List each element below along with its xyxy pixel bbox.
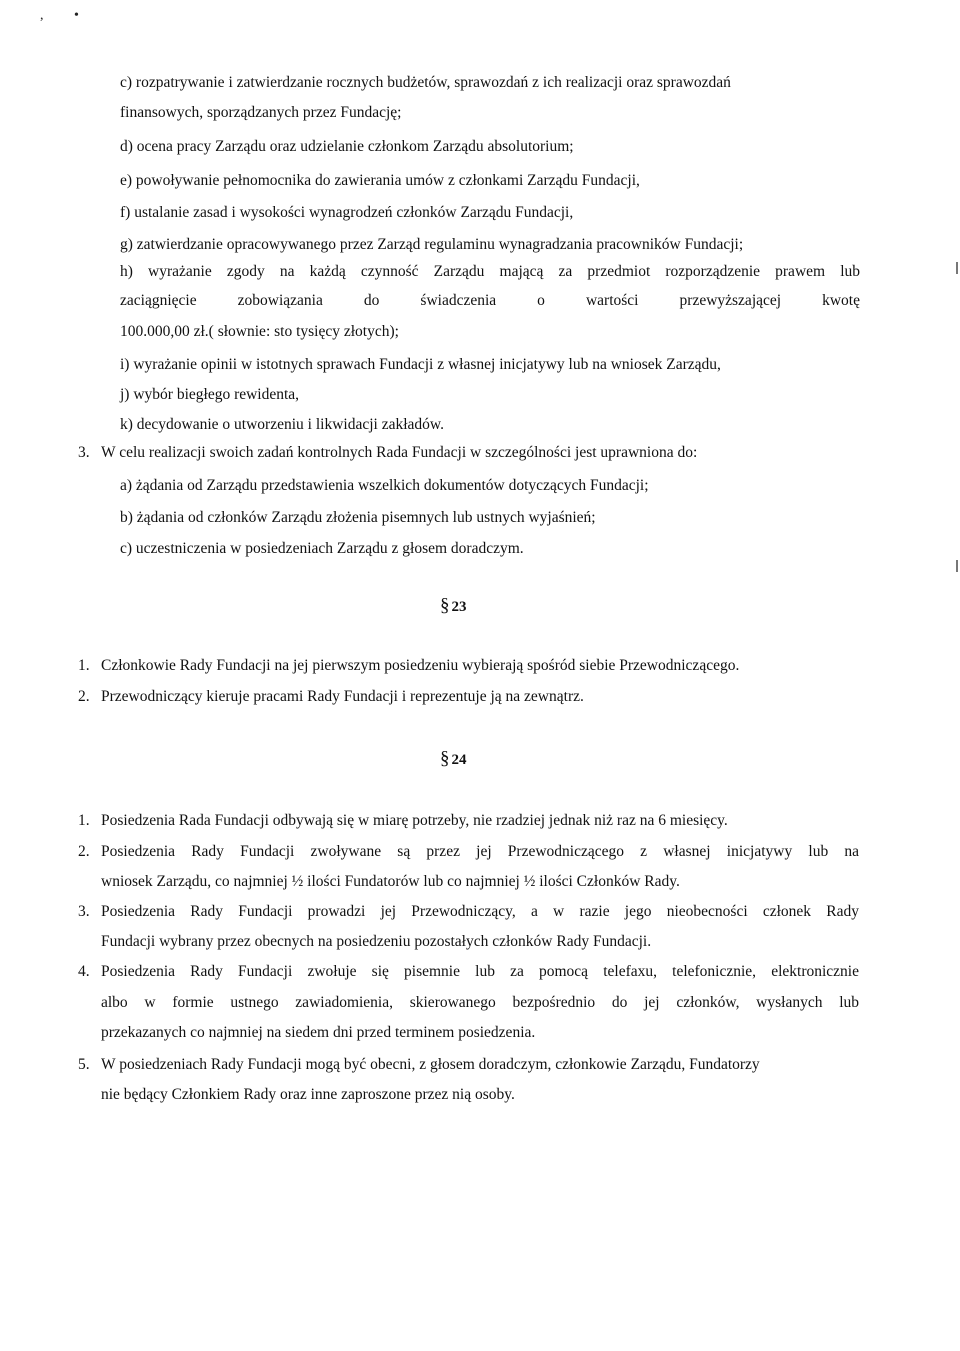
section-number: 24 [451, 752, 467, 768]
s24-point-4-line-2: albo w formie ustnego zawiadomienia, skierowanego bezpośrednio do jej członków, wysłanych lub [101, 994, 859, 1011]
s24-point-5-line-2: nie będący Członkiem Rady oraz inne zaproszone przez nią osoby. [101, 1086, 515, 1103]
point-3-item-c: c) uczestniczenia w posiedzeniach Zarządu z głosem doradczym. [120, 540, 524, 557]
s23-point-2-text: Przewodniczący kieruje pracami Rady Fundacji i reprezentuje ją na zewnątrz. [101, 688, 584, 705]
item-c-cont: finansowych, sporządzanych przez Fundację; [120, 104, 402, 121]
s24-point-4-line-1: Posiedzenia Rady Fundacji zwołuje się pisemnie lub za pomocą telefaxu, telefonicznie, elektronicznie [101, 963, 859, 980]
item-c: c) rozpatrywanie i zatwierdzanie rocznych budżetów, sprawozdań z ich realizacji oraz sprawozdań [120, 74, 731, 91]
s24-point-4-line-3: przekazanych co najmniej na siedem dni przed terminem posiedzenia. [101, 1024, 536, 1041]
scan-edge-mark [956, 560, 958, 572]
s24-point-3-line-2: Fundacji wybrany przez obecnych na posiedzeniu pozostałych członków Rady Fundacji. [101, 933, 652, 950]
section-24-heading [440, 749, 467, 770]
item-k: k) decydowanie o utworzeniu i likwidacji zakładów. [120, 416, 444, 433]
item-f: f) ustalanie zasad i wysokości wynagrodzeń członków Zarządu Fundacji, [120, 204, 574, 221]
s24-point-2-line-1: Posiedzenia Rady Fundacji zwoływane są przez jej Przewodniczącego z własnej inicjatywy lub na [101, 843, 859, 860]
s24-point-4-number: 4. [78, 963, 90, 980]
s24-point-3-number: 3. [78, 903, 90, 920]
s23-point-1-text: Członkowie Rady Fundacji na jej pierwszym posiedzeniu wybierają spośród siebie Przewodniczącego. [101, 657, 740, 674]
s23-point-2-number: 2. [78, 688, 90, 705]
section-23-heading [440, 596, 467, 617]
point-3-item-a: a) żądania od Zarządu przedstawienia wszelkich dokumentów dotyczących Fundacji; [120, 477, 649, 494]
section-sign: § [440, 595, 450, 616]
item-j: j) wybór biegłego rewidenta, [120, 386, 300, 403]
s24-point-1-number: 1. [78, 812, 90, 829]
scan-mark-comma: , [40, 8, 44, 23]
section-number: 23 [451, 599, 467, 615]
item-e: e) powoływanie pełnomocnika do zawierania umów z członkami Zarządu Fundacji, [120, 172, 640, 189]
section-sign: § [440, 748, 450, 769]
item-h-cont: zaciągnięcie zobowiązania do świadczenia o wartości przewyższającej kwotę [120, 292, 860, 309]
scan-edge-mark [956, 262, 958, 274]
item-i: i) wyrażanie opinii w istotnych sprawach Fundacji z własnej inicjatywy lub na wniosek Zarządu, [120, 356, 721, 373]
s23-point-1-number: 1. [78, 657, 90, 674]
s24-point-1-line-1: Posiedzenia Rada Fundacji odbywają się w miarę potrzeby, nie rzadziej jednak niż raz na 6 miesięcy. [101, 812, 728, 829]
s24-point-5-line-1: W posiedzeniach Rady Fundacji mogą być obecni, z głosem doradczym, członkowie Zarządu, Fundatorzy [101, 1056, 760, 1073]
point-3-number: 3. [78, 444, 90, 461]
scan-mark-dot: • [74, 8, 79, 23]
s24-point-2-number: 2. [78, 843, 90, 860]
s24-point-5-number: 5. [78, 1056, 90, 1073]
item-h: h) wyrażanie zgody na każdą czynność Zarządu mającą za przedmiot rozporządzenie prawem lub [120, 263, 860, 280]
item-d: d) ocena pracy Zarządu oraz udzielanie członkom Zarządu absolutorium; [120, 138, 574, 155]
s24-point-3-line-1: Posiedzenia Rady Fundacji prowadzi jej Przewodniczący, a w razie jego nieobecności członek Rady [101, 903, 859, 920]
point-3-text: W celu realizacji swoich zadań kontrolnych Rada Fundacji w szczególności jest uprawniona do: [101, 444, 698, 461]
item-h-amount: 100.000,00 zł.( słownie: sto tysięcy złotych); [120, 323, 399, 340]
s24-point-2-line-2: wniosek Zarządu, co najmniej ½ ilości Fundatorów lub co najmniej ½ ilości Członków Rady. [101, 873, 680, 890]
point-3-item-b: b) żądania od członków Zarządu złożenia pisemnych lub ustnych wyjaśnień; [120, 509, 596, 526]
item-g: g) zatwierdzanie opracowywanego przez Zarząd regulaminu wynagradzania pracowników Fundacji; [120, 236, 744, 253]
